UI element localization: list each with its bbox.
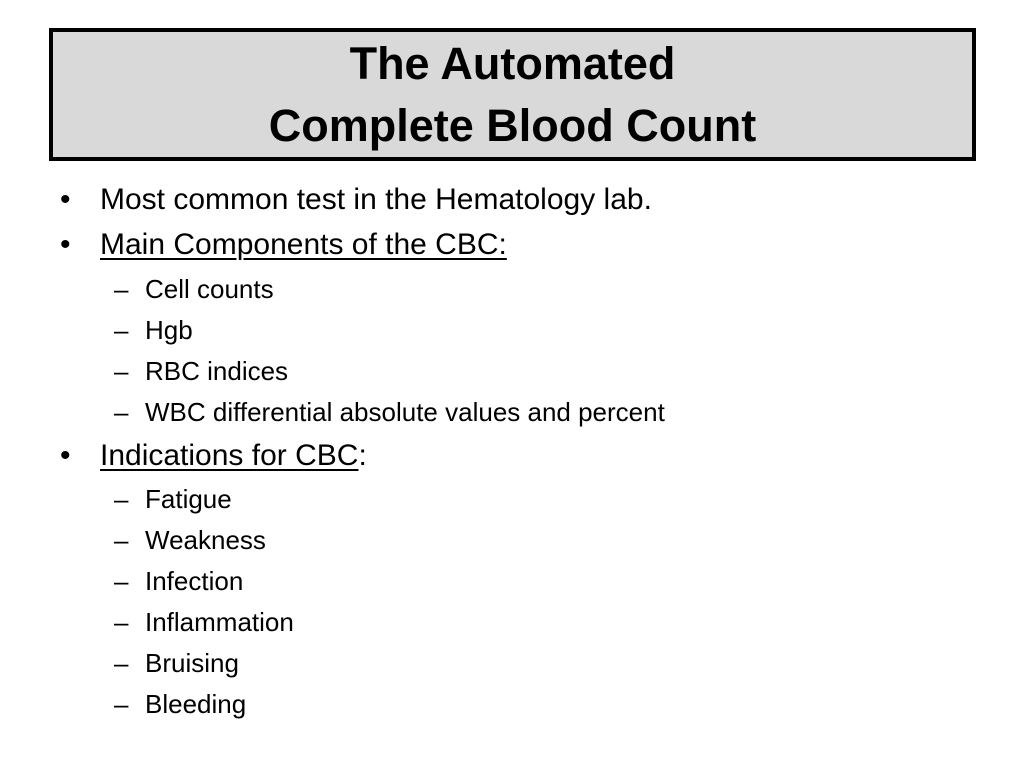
sub-item-infection <box>114 565 243 597</box>
sub-item-hgb <box>114 314 193 346</box>
sub-item-text: RBC indices <box>145 356 289 386</box>
dash-icon: – <box>114 315 129 345</box>
sub-item-text: Fatigue <box>145 484 232 514</box>
dash-icon: – <box>114 607 129 637</box>
bullet-indications <box>60 438 367 474</box>
dash-icon: – <box>114 356 129 386</box>
bullet-dot-icon: • <box>60 228 71 261</box>
sub-item-text: Hgb <box>145 315 193 345</box>
dash-icon: – <box>114 648 129 678</box>
dash-icon: – <box>114 566 129 596</box>
sub-item-rbc-indices <box>114 355 288 387</box>
slide-title-line-1: The Automated <box>349 37 676 89</box>
sub-item-bleeding <box>114 688 246 720</box>
dash-icon: – <box>114 689 129 719</box>
bullet-heading-text: Indications for CBC <box>100 439 359 472</box>
sub-item-text: Weakness <box>145 525 266 555</box>
sub-item-bruising <box>114 647 239 679</box>
sub-item-text: Bleeding <box>145 689 247 719</box>
dash-icon: – <box>114 484 129 514</box>
sub-item-text: Infection <box>145 566 244 596</box>
sub-item-cell-counts <box>114 273 274 305</box>
bullet-heading-suffix: : <box>358 439 367 472</box>
sub-item-text: Bruising <box>145 648 239 678</box>
sub-item-fatigue <box>114 483 232 515</box>
bullet-text: Most common test in the Hematology lab. <box>100 183 652 216</box>
sub-item-text: WBC differential absolute values and percent <box>145 397 665 427</box>
sub-item-text: Cell counts <box>145 274 274 304</box>
bullet-heading-text: Main Components of the CBC: <box>100 228 507 261</box>
sub-item-text: Inflammation <box>145 607 294 637</box>
slide-title-line-2: Complete Blood Count <box>268 99 757 151</box>
sub-item-wbc-differential <box>114 396 665 428</box>
sub-item-weakness <box>114 524 266 556</box>
bullet-dot-icon: • <box>60 183 71 216</box>
bullet-main-components <box>60 227 507 263</box>
dash-icon: – <box>114 274 129 304</box>
dash-icon: – <box>114 525 129 555</box>
bullet-most-common <box>60 182 652 218</box>
bullet-dot-icon: • <box>60 439 71 472</box>
dash-icon: – <box>114 397 129 427</box>
sub-item-inflammation <box>114 606 294 638</box>
